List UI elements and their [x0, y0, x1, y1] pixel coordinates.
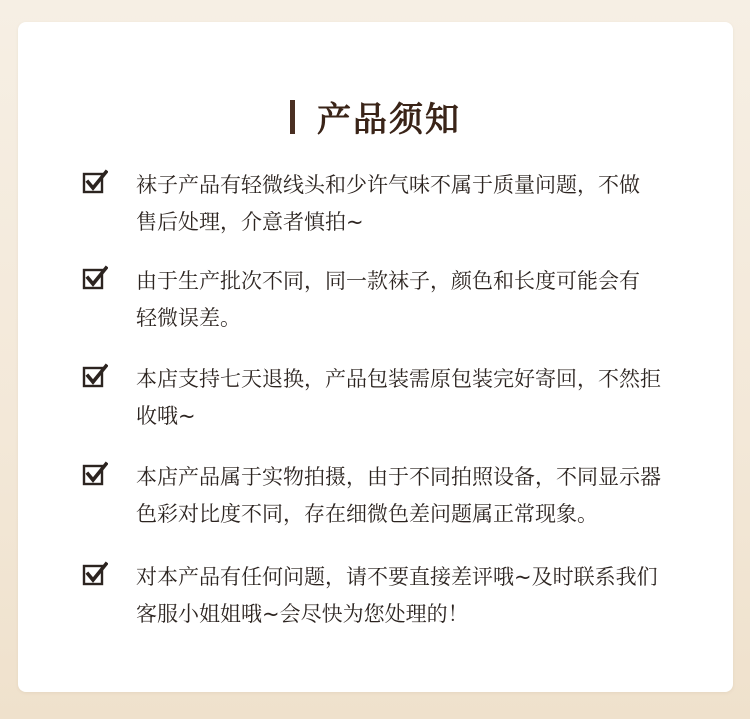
notice-item-line: 由于生产批次不同，同一款袜子，颜色和长度可能会有 — [136, 269, 640, 293]
checkbox-checked-icon — [82, 363, 108, 389]
notice-item-line: 本店支持七天退换，产品包装需原包装完好寄回，不然拒 — [136, 367, 661, 391]
checkbox-checked-icon — [82, 461, 108, 487]
checkbox-checked-icon — [82, 169, 108, 195]
notice-item-text — [136, 167, 676, 241]
notice-item-line: 收哦~ — [136, 404, 196, 428]
notice-item-line: 客服小姐姐哦~会尽快为您处理的！ — [136, 602, 469, 626]
notice-item-line: 售后处理，介意者慎拍~ — [136, 210, 364, 234]
notice-item-text — [136, 559, 676, 633]
notice-item — [82, 263, 682, 337]
notice-item — [82, 459, 682, 533]
notice-item-text — [136, 361, 676, 435]
notice-item — [82, 559, 682, 633]
notice-card — [18, 22, 733, 692]
notice-item-text — [136, 263, 676, 337]
notice-item — [82, 361, 682, 435]
notice-item-line: 袜子产品有轻微线头和少许气味不属于质量问题，不做 — [136, 173, 640, 197]
page-title: 产品须知 — [317, 100, 461, 140]
title-row — [18, 92, 733, 141]
checkbox-checked-icon — [82, 265, 108, 291]
notice-item-text — [136, 459, 676, 533]
checkbox-checked-icon — [82, 561, 108, 587]
notice-item-line: 色彩对比度不同，存在细微色差问题属正常现象。 — [136, 502, 598, 526]
notice-item-line: 对本产品有任何问题，请不要直接差评哦~及时联系我们 — [136, 565, 658, 589]
notice-item-line: 本店产品属于实物拍摄，由于不同拍照设备，不同显示器 — [136, 465, 661, 489]
notice-item-line: 轻微误差。 — [136, 306, 241, 330]
notice-item — [82, 167, 682, 241]
title-accent-bar — [290, 100, 295, 134]
